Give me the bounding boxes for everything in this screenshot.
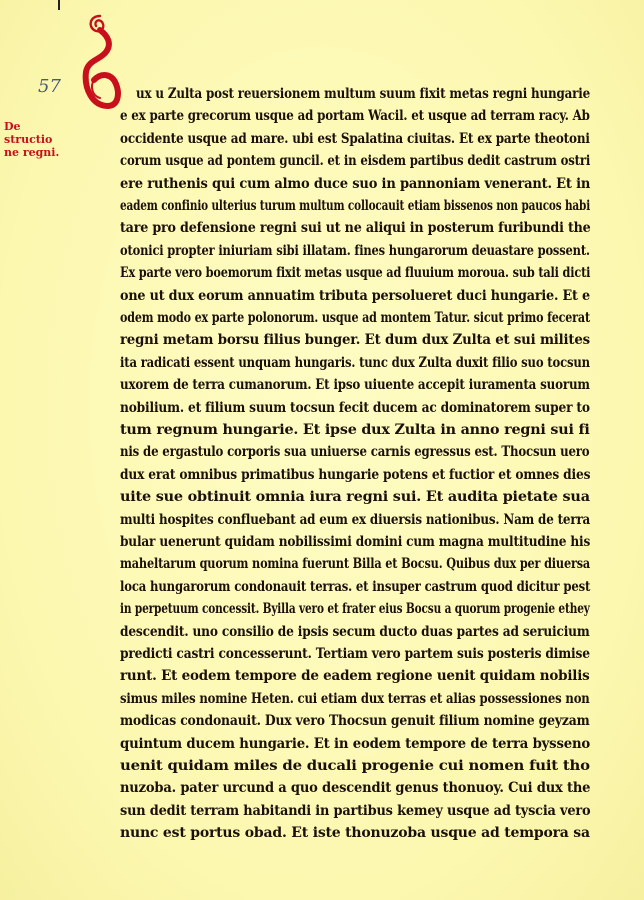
marginal-rubric: De structio ne regni.: [4, 120, 60, 159]
text-line: in perpetuum concessit. Byilla vero et frater eius Bocsu a quorum progenie ethey: [120, 601, 590, 618]
text-line: eadem confinio ulterius turum multum collocauit etiam bissenos non paucos habi: [120, 198, 591, 214]
text-line: e ex parte grecorum usque ad portam Wacil. et usque ad terram racy. Ab: [120, 108, 590, 125]
text-line: ita radicati essent unquam hungaris. tunc dux Zulta duxit filio suo tocsun: [120, 354, 590, 371]
text-line: otonici propter iniuriam sibi illatam. fines hungarorum deuastare possent.: [120, 242, 590, 259]
text-line: tum regnum hungarie. Et ipse dux Zulta in anno regni sui fi: [120, 422, 590, 438]
text-line: runt. Et eodem tempore de eadem regione uenit quidam nobilis: [120, 668, 590, 685]
text-line: uxorem de terra cumanorum. Et ipso uiuente accepit iuramenta suorum: [120, 377, 590, 394]
text-line: Ex parte vero boemorum fixit metas usque ad fluuium moroua. sub tali dicti: [120, 265, 591, 282]
text-line: modicas condonauit. Dux vero Thocsun genuit filium nomine geyzam: [120, 713, 590, 730]
text-line: tare pro defensione regni sui ut ne aliqui in posterum furibundi the: [120, 220, 591, 237]
text-line: one ut dux eorum annuatim tributa persolueret duci hungarie. Et e: [120, 287, 590, 304]
text-line: nobilium. et filium suum tocsun fecit ducem ac dominatorem super to: [120, 399, 590, 416]
text-line: nis de ergastulo corporis sua uniuerse carnis egressus est. Thocsun uero: [120, 444, 590, 461]
text-line: descendit. uno consilio de ipsis secum ducto duas partes ad seruicium: [120, 623, 590, 640]
text-line: nuzoba. pater urcund a quo descendit genus thonuoy. Cui dux the: [120, 780, 591, 797]
folio-number: 57: [38, 76, 61, 97]
text-line: quintum ducem hungarie. Et in eodem tempore de terra bysseno: [120, 735, 591, 752]
text-line: uenit quidam miles de ducali progenie cui nomen fuit tho: [120, 758, 590, 774]
text-line: simus miles nomine Heten. cui etiam dux terras et alias possessiones non: [120, 690, 590, 707]
text-line: uite sue obtinuit omnia iura regni sui. Et audita pietate sua: [120, 489, 590, 506]
text-line: regni metam borsu filius bunger. Et dum dux Zulta et sui milites: [120, 332, 590, 349]
text-line: maheltarum quorum nomina fuerunt Billa et Bocsu. Quibus dux per diuersa: [120, 556, 591, 573]
text-line: ere ruthenis qui cum almo duce suo in pannoniam venerant. Et in: [120, 175, 591, 192]
text-line: dux erat omnibus primatibus hungarie potens et fuctior et omnes dies: [120, 466, 591, 483]
text-line: nunc est portus obad. Et iste thonuzoba usque ad tempora sa: [120, 825, 590, 842]
text-line: multi hospites confluebant ad eum ex diuersis nationibus. Nam de terra: [120, 511, 591, 528]
text-line: corum usque ad pontem guncil. et in eisdem partibus dedit castrum ostri: [120, 153, 591, 170]
text-line: predicti castri concesserunt. Tertiam vero partem suis posteris dimise: [120, 646, 590, 662]
page-corner-mark: [58, 0, 66, 10]
text-line: odem modo ex parte polonorum. usque ad montem Tatur. sicut primo fecerat: [120, 310, 590, 326]
text-line: ux u Zulta post reuersionem multum suum fixit metas regni hungarie: [136, 86, 591, 102]
text-line: occidente usque ad mare. ubi est Spalatina ciuitas. Et ex parte theotoni: [120, 130, 590, 147]
text-line: bular uenerunt quidam nobilissimi domini cum magna multitudine his: [120, 534, 591, 550]
decorated-initial-d-icon: [78, 10, 122, 122]
text-line: sun dedit terram habitandi in partibus kemey usque ad tyscia vero: [120, 802, 591, 819]
text-line: loca hungarorum condonauit terras. et insuper castrum quod dicitur pest: [120, 578, 591, 595]
